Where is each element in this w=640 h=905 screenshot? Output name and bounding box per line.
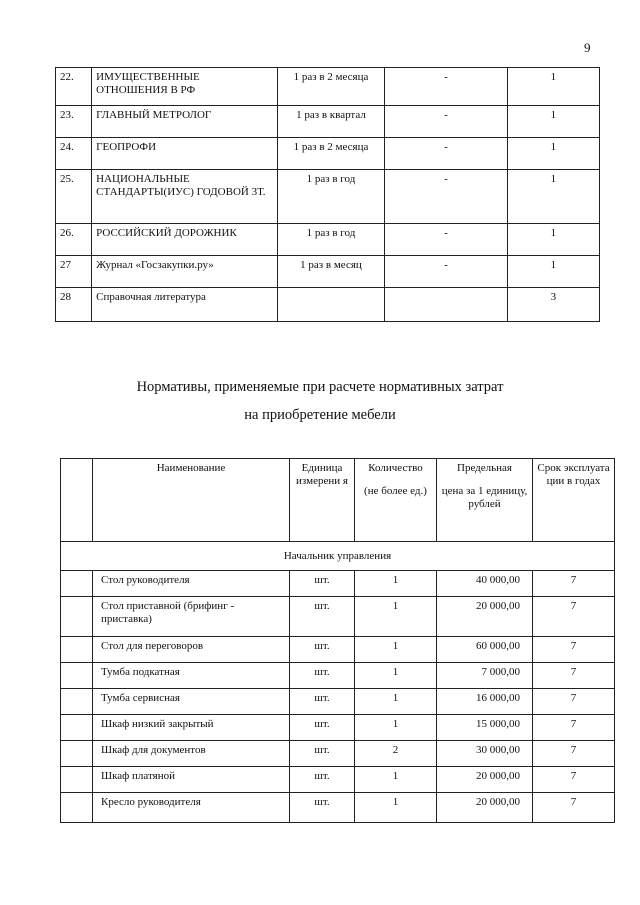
item-term: 7 bbox=[533, 689, 615, 715]
empty-value: - bbox=[385, 170, 507, 224]
item-price: 7 000,00 bbox=[437, 663, 533, 689]
frequency: 1 раз в 2 месяца bbox=[277, 138, 384, 170]
table-row bbox=[61, 637, 615, 663]
item-quantity: 1 bbox=[355, 663, 437, 689]
table-row bbox=[61, 689, 615, 715]
header-quantity-line1: Количество bbox=[368, 462, 423, 474]
frequency: 1 раз в квартал bbox=[277, 106, 384, 138]
blank-header-cell bbox=[61, 459, 93, 542]
item-term: 7 bbox=[533, 767, 615, 793]
item-quantity: 1 bbox=[355, 637, 437, 663]
blank-cell bbox=[61, 637, 93, 663]
table-row bbox=[61, 767, 615, 793]
row-number: 28 bbox=[56, 288, 92, 322]
header-name: Наименование bbox=[93, 459, 290, 542]
item-term: 7 bbox=[533, 663, 615, 689]
item-term: 7 bbox=[533, 793, 615, 823]
item-price: 20 000,00 bbox=[437, 793, 533, 823]
frequency: 1 раз в год bbox=[277, 224, 384, 256]
publication-name: РОССИЙСКИЙ ДОРОЖНИК bbox=[92, 224, 278, 256]
item-term: 7 bbox=[533, 571, 615, 597]
item-quantity: 2 bbox=[355, 741, 437, 767]
table-row bbox=[61, 793, 615, 823]
item-quantity: 1 bbox=[355, 597, 437, 637]
table-row bbox=[61, 715, 615, 741]
item-quantity: 1 bbox=[355, 715, 437, 741]
item-price: 20 000,00 bbox=[437, 767, 533, 793]
subscriptions-table bbox=[55, 67, 600, 322]
row-number: 25. bbox=[56, 170, 92, 224]
table-header-row bbox=[61, 459, 615, 542]
quantity: 3 bbox=[507, 288, 599, 322]
blank-cell bbox=[61, 741, 93, 767]
frequency: 1 раз в месяц bbox=[277, 256, 384, 288]
publication-name: Справочная литература bbox=[92, 288, 278, 322]
blank-cell bbox=[61, 715, 93, 741]
item-unit: шт. bbox=[290, 767, 355, 793]
item-unit: шт. bbox=[290, 689, 355, 715]
table-row bbox=[61, 741, 615, 767]
publication-name: ИМУЩЕСТВЕННЫЕ ОТНОШЕНИЯ В РФ bbox=[92, 68, 278, 106]
row-number: 24. bbox=[56, 138, 92, 170]
blank-cell bbox=[61, 571, 93, 597]
page-number: 9 bbox=[584, 40, 591, 55]
item-unit: шт. bbox=[290, 741, 355, 767]
item-price: 60 000,00 bbox=[437, 637, 533, 663]
item-name: Шкаф платяной bbox=[93, 767, 290, 793]
item-name: Стол приставной (брифинг - приставка) bbox=[93, 597, 290, 637]
table-row bbox=[61, 597, 615, 637]
blank-cell bbox=[61, 793, 93, 823]
table-row bbox=[61, 663, 615, 689]
item-name: Стол для переговоров bbox=[93, 637, 290, 663]
section-heading-line2: на приобретение мебели bbox=[244, 407, 396, 423]
table-row bbox=[56, 256, 600, 288]
item-term: 7 bbox=[533, 637, 615, 663]
blank-cell bbox=[61, 767, 93, 793]
publication-name: Журнал «Госзакупки.ру» bbox=[92, 256, 278, 288]
blank-cell bbox=[61, 663, 93, 689]
item-price: 15 000,00 bbox=[437, 715, 533, 741]
table-row bbox=[56, 106, 600, 138]
table-row bbox=[56, 224, 600, 256]
item-unit: шт. bbox=[290, 571, 355, 597]
quantity: 1 bbox=[507, 224, 599, 256]
section-title: Начальник управления bbox=[61, 542, 615, 571]
row-number: 22. bbox=[56, 68, 92, 106]
item-term: 7 bbox=[533, 715, 615, 741]
item-name: Кресло руководителя bbox=[93, 793, 290, 823]
item-unit: шт. bbox=[290, 637, 355, 663]
item-name: Шкаф для документов bbox=[93, 741, 290, 767]
header-price-line2: цена за 1 единицу, рублей bbox=[441, 485, 528, 510]
frequency bbox=[277, 288, 384, 322]
row-number: 26. bbox=[56, 224, 92, 256]
quantity: 1 bbox=[507, 68, 599, 106]
item-quantity: 1 bbox=[355, 571, 437, 597]
header-quantity-line2: (не более ед.) bbox=[364, 485, 427, 497]
item-name: Тумба сервисная bbox=[93, 689, 290, 715]
header-price bbox=[437, 459, 533, 542]
item-price: 30 000,00 bbox=[437, 741, 533, 767]
empty-value: - bbox=[385, 68, 507, 106]
header-term: Срок эксплуата ции в годах bbox=[533, 459, 615, 542]
item-name: Тумба подкатная bbox=[93, 663, 290, 689]
empty-value: - bbox=[385, 224, 507, 256]
item-price: 20 000,00 bbox=[437, 597, 533, 637]
table-row bbox=[56, 288, 600, 322]
item-quantity: 1 bbox=[355, 793, 437, 823]
table-row bbox=[56, 68, 600, 106]
frequency: 1 раз в год bbox=[277, 170, 384, 224]
frequency: 1 раз в 2 месяца bbox=[277, 68, 384, 106]
item-price: 16 000,00 bbox=[437, 689, 533, 715]
item-quantity: 1 bbox=[355, 689, 437, 715]
item-unit: шт. bbox=[290, 663, 355, 689]
table-row bbox=[56, 170, 600, 224]
publication-name: ГЕОПРОФИ bbox=[92, 138, 278, 170]
empty-value bbox=[385, 288, 507, 322]
header-quantity bbox=[355, 459, 437, 542]
item-name: Стол руководителя bbox=[93, 571, 290, 597]
publication-name: НАЦИОНАЛЬНЫЕ СТАНДАРТЫ(ИУС) ГОДОВОЙ 3Т. bbox=[92, 170, 278, 224]
section-heading-line1: Нормативы, применяемые при расчете нормативных затрат bbox=[136, 379, 504, 395]
empty-value: - bbox=[385, 138, 507, 170]
header-price-line1: Предельная bbox=[457, 462, 512, 474]
item-unit: шт. bbox=[290, 597, 355, 637]
empty-value: - bbox=[385, 256, 507, 288]
furniture-norms-table bbox=[60, 458, 615, 823]
item-term: 7 bbox=[533, 741, 615, 767]
row-number: 23. bbox=[56, 106, 92, 138]
quantity: 1 bbox=[507, 170, 599, 224]
section-row bbox=[61, 542, 615, 571]
item-unit: шт. bbox=[290, 715, 355, 741]
table-row bbox=[56, 138, 600, 170]
header-unit: Единица измерени я bbox=[290, 459, 355, 542]
item-quantity: 1 bbox=[355, 767, 437, 793]
item-unit: шт. bbox=[290, 793, 355, 823]
item-price: 40 000,00 bbox=[437, 571, 533, 597]
item-term: 7 bbox=[533, 597, 615, 637]
table-row bbox=[61, 571, 615, 597]
publication-name: ГЛАВНЫЙ МЕТРОЛОГ bbox=[92, 106, 278, 138]
quantity: 1 bbox=[507, 138, 599, 170]
blank-cell bbox=[61, 597, 93, 637]
blank-cell bbox=[61, 689, 93, 715]
row-number: 27 bbox=[56, 256, 92, 288]
quantity: 1 bbox=[507, 106, 599, 138]
empty-value: - bbox=[385, 106, 507, 138]
item-name: Шкаф низкий закрытый bbox=[93, 715, 290, 741]
quantity: 1 bbox=[507, 256, 599, 288]
